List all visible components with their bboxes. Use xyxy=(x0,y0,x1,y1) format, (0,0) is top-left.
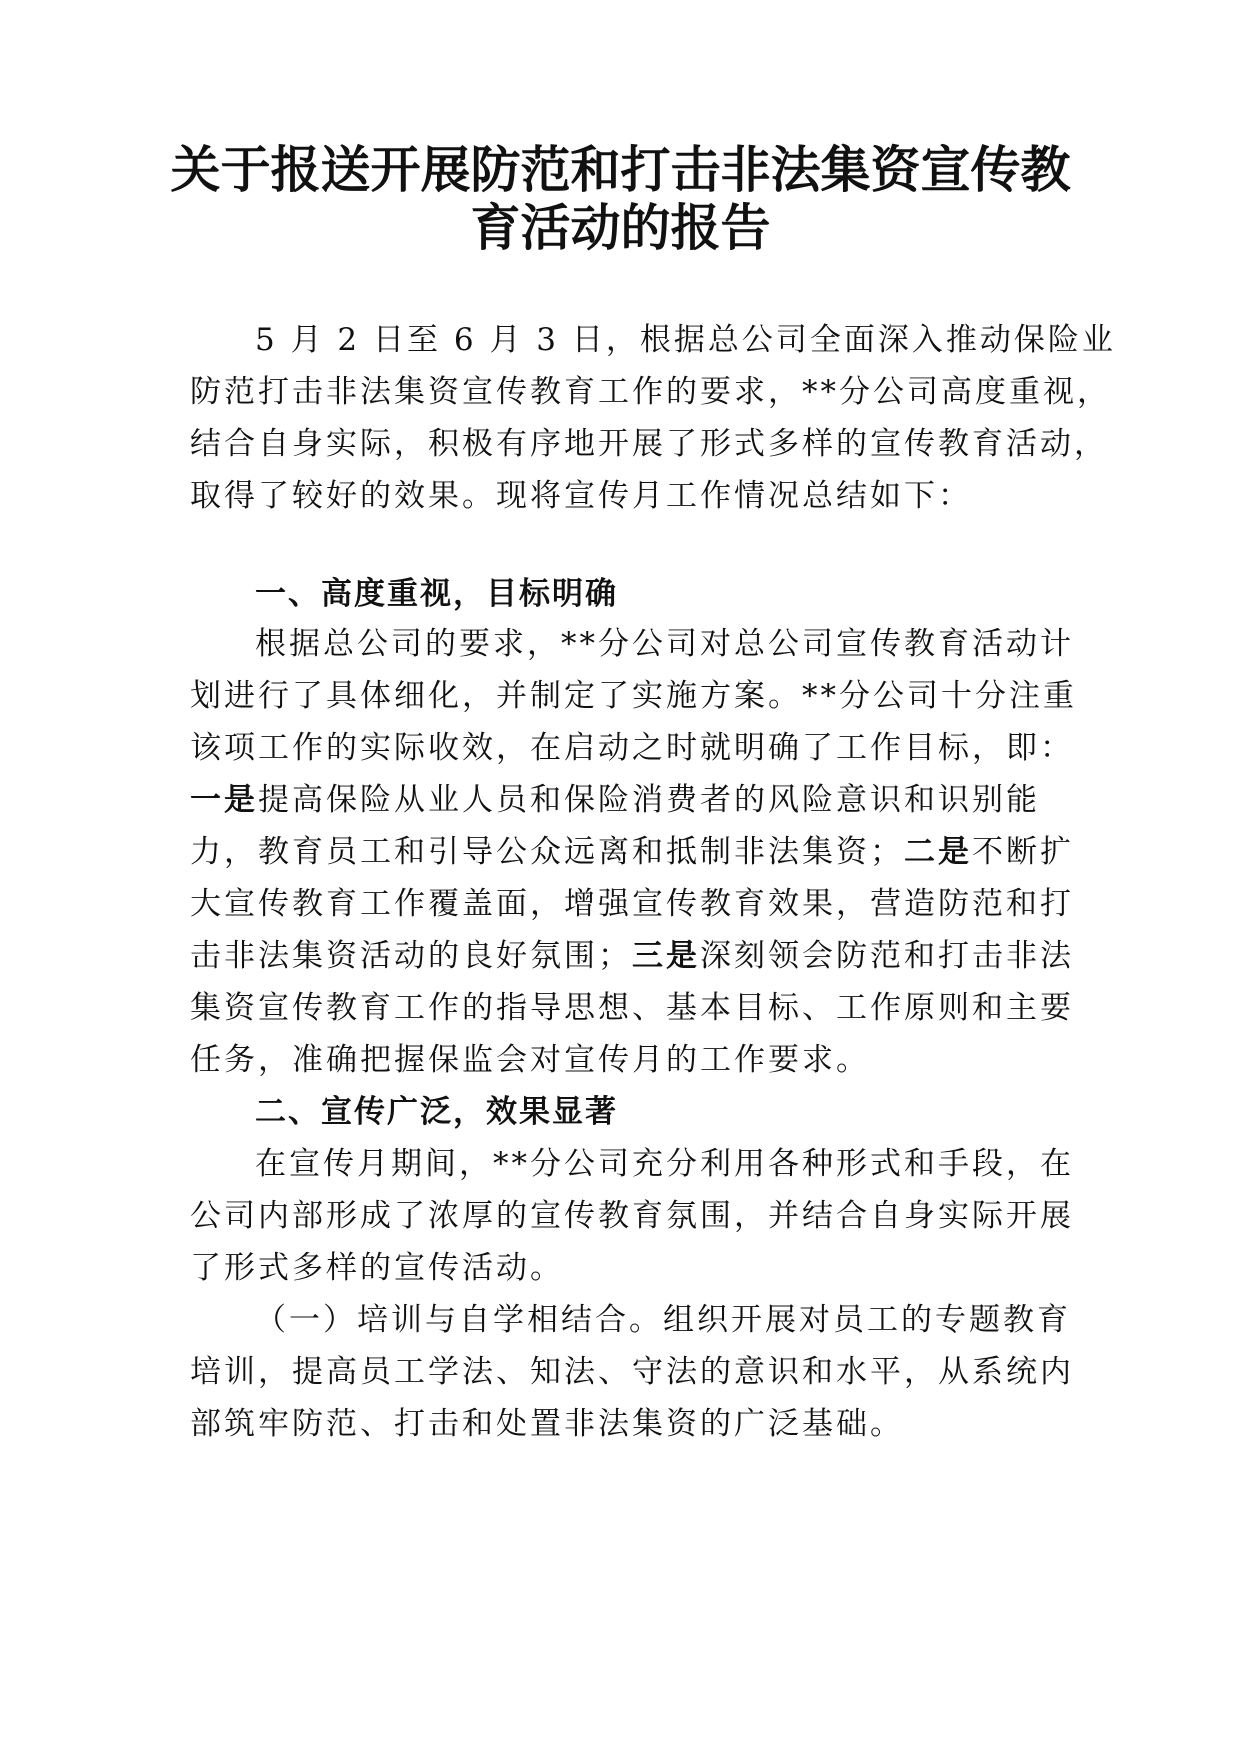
intro-line: 结合自身实际，积极有序地开展了形式多样的宣传教育活动， xyxy=(190,426,1108,462)
section-1-heading: 一、高度重视，目标明确 xyxy=(255,576,618,612)
intro-line: 5 月 2 日至 6 月 3 日，根据总公司全面深入推动保险业 xyxy=(255,322,1116,358)
intro-line: 取得了较好的效果。现将宣传月工作情况总结如下： xyxy=(190,478,972,514)
lead-two: 二是 xyxy=(904,834,972,870)
section-1-line: 根据总公司的要求，**分公司对总公司宣传教育活动计 xyxy=(255,626,1074,662)
section-1-line: 大宣传教育工作覆盖面，增强宣传教育效果，营造防范和打 xyxy=(190,886,1074,922)
section-2-heading: 二、宣传广泛，效果显著 xyxy=(255,1094,618,1130)
lead-one: 一是 xyxy=(190,782,258,818)
subsection-line: （一）培训与自学相结合。组织开展对员工的专题教育 xyxy=(255,1302,1071,1338)
section-2-line: 了形式多样的宣传活动。 xyxy=(190,1250,564,1286)
subsection-line: 培训，提高员工学法、知法、守法的意识和水平，从系统内 xyxy=(190,1354,1074,1390)
section-1-line xyxy=(190,936,1074,976)
section-1-line: 任务，准确把握保监会对宣传月的工作要求。 xyxy=(190,1042,870,1078)
section-1-line: 集资宣传教育工作的指导思想、基本目标、工作原则和主要 xyxy=(190,990,1074,1026)
intro-line: 防范打击非法集资宣传教育工作的要求，**分公司高度重视， xyxy=(190,374,1111,410)
section-1-line: 划进行了具体细化，并制定了实施方案。**分公司十分注重 xyxy=(190,678,1077,714)
section-1-text: 击非法集资活动的良好氛围； xyxy=(190,938,632,974)
section-1-line xyxy=(190,832,1074,872)
section-2-line: 在宣传月期间，**分公司充分利用各种形式和手段，在 xyxy=(255,1146,1074,1182)
document-title-line-2: 育活动的报告 xyxy=(470,199,771,257)
section-2-line: 公司内部形成了浓厚的宣传教育氛围，并结合自身实际开展 xyxy=(190,1198,1074,1234)
lead-three: 三是 xyxy=(632,938,700,974)
section-1-text: 不断扩 xyxy=(972,834,1074,870)
section-1-text: 深刻领会防范和打击非法 xyxy=(700,938,1074,974)
section-1-line: 该项工作的实际收效，在启动之时就明确了工作目标，即： xyxy=(190,730,1074,766)
document-title-line-1: 关于报送开展防范和打击非法集资宣传教 xyxy=(170,141,1071,199)
subsection-line: 部筑牢防范、打击和处置非法集资的广泛基础。 xyxy=(190,1406,904,1442)
section-1-line xyxy=(190,780,1050,820)
section-1-text: 提高保险从业人员和保险消费者的风险意识和识别能 xyxy=(258,782,1040,818)
section-1-text: 力，教育员工和引导公众远离和抵制非法集资； xyxy=(190,834,904,870)
